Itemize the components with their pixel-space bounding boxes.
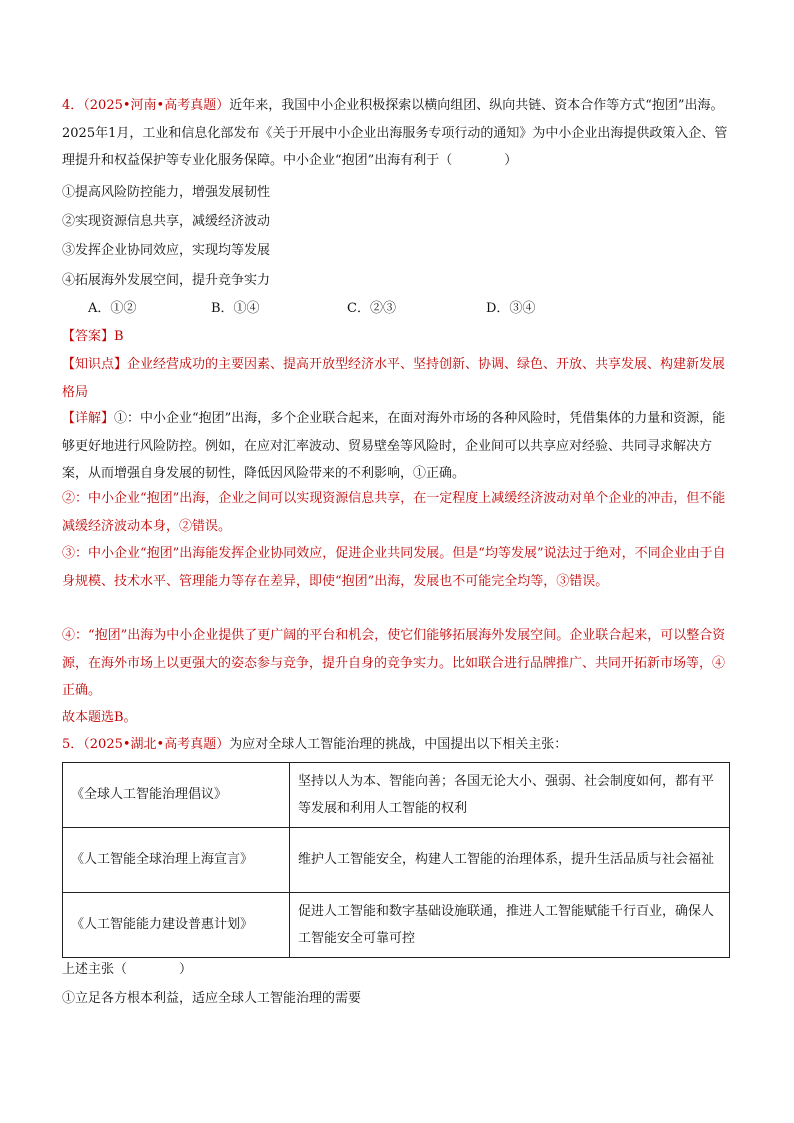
table-cell-content: 坚持以人为本、智能向善；各国无论大小、强弱、社会制度如何，都有平等发展和利用人工智能的权利 [290,763,730,828]
q5-table [62,762,730,958]
q5-source: （2025•湖北•高考真题） [83,737,230,752]
table-row [63,828,730,893]
table-cell-doc: 《人工智能全球治理上海宣言》 [63,828,290,893]
q4-number: 4． [62,98,84,113]
q5-stem [62,731,734,759]
q4-option-c[interactable]: C．②③ [347,301,396,316]
q4-source: （2025•河南•高考真题） [83,98,230,113]
table-cell-content: 促进人工智能和数字基础设施联通，推进人工智能赋能千行百业，确保人工智能安全可靠可控 [290,893,730,958]
q4-detail-1 [62,405,734,488]
q5-stem-text: 为应对全球人工智能治理的挑战，中国提出以下相关主张： [229,737,568,752]
q4-option-d[interactable]: D．③④ [486,301,536,316]
q4-stem [62,92,734,175]
q4-statement-1: ①提高风险防控能力，增强发展韧性 [62,185,271,200]
q4-detail-4: ④：“抱团”出海为中小企业提供了更广阔的平台和机会，使它们能够拓展海外发展空间。企业联合起来，可以整合资源，在海外市场上以更强大的姿态参与竞争，提升自身的竞争实力。比如联合进行品牌推广、共同开拓新市场等，④正确。 [62,628,726,698]
detail-1-text: ①：中小企业“抱团”出海，多个企业联合起来，在面对海外市场的各种风险时，凭借集体的力量和资源，能够更好地进行风险防控。例如，在应对汇率波动、贸易壁垒等风险时，企业间可以共享应对经验、共同寻求解决方案，从而增强自身发展的韧性，降低因风险带来的不利影响，①正确。 [62,411,726,481]
q4-option-b[interactable]: B．①④ [211,301,260,316]
knowledge-tag: 【知识点】 [62,357,128,372]
knowledge-text: 企业经营成功的主要因素、提高开放型经济水平、坚持创新、协调、绿色、开放、共享发展、构建新发展格局 [62,357,726,400]
q4-conclusion: 故本题选B。 [62,710,137,725]
q5-prompt-end: ） [179,962,193,977]
q4-answer [62,323,734,351]
table-cell-doc: 《全球人工智能治理倡议》 [63,763,290,828]
q5-prompt [62,956,734,984]
q4-stem-text: 近年来，我国中小企业积极探索以横向组团、纵向共链、资本合作等方式“抱团”出海。2025年1月，工业和信息化部发布《关于开展中小企业出海服务专项行动的通知》为中小企业出海提供政策入企、管理提升和权益保护等专业化服务保障。中小企业“抱团”出海有利于（ [62,98,728,168]
q5-number: 5． [62,737,84,752]
table-row [63,893,730,958]
answer-tag: 【答案】 [62,329,115,344]
q4-statement-4: ④拓展海外发展空间，提升竞争实力 [62,273,271,288]
q4-knowledge [62,351,734,406]
q4-statement-3: ③发挥企业协同效应，实现均等发展 [62,243,271,258]
table-cell-doc: 《人工智能能力建设普惠计划》 [63,893,290,958]
table-cell-content: 维护人工智能安全，构建人工智能的治理体系，提升生活品质与社会福祉 [290,828,730,893]
q4-detail-3: ③：中小企业“抱团”出海能发挥企业协同效应，促进企业共同发展。但是“均等发展”说法过于绝对，不同企业由于自身规模、技术水平、管理能力等存在差异，即使“抱团”出海，发展也不可能完全均等，③错误。 [62,546,726,589]
q4-option-a[interactable]: A．①② [88,301,137,316]
q4-stem-end: ） [504,153,518,168]
q4-statement-2: ②实现资源信息共享，减缓经济波动 [62,214,271,229]
q5-statement-1: ①立足各方根本利益，适应全球人工智能治理的需要 [62,991,362,1006]
q5-prompt-text: 上述主张（ [62,962,128,977]
detail-tag: 【详解】 [62,411,115,426]
table-row [63,763,730,828]
q4-detail-2: ②：中小企业“抱团”出海，企业之间可以实现资源信息共享，在一定程度上减缓经济波动对单个企业的冲击，但不能减缓经济波动本身，②错误。 [62,491,726,534]
answer-value: B [114,329,124,344]
